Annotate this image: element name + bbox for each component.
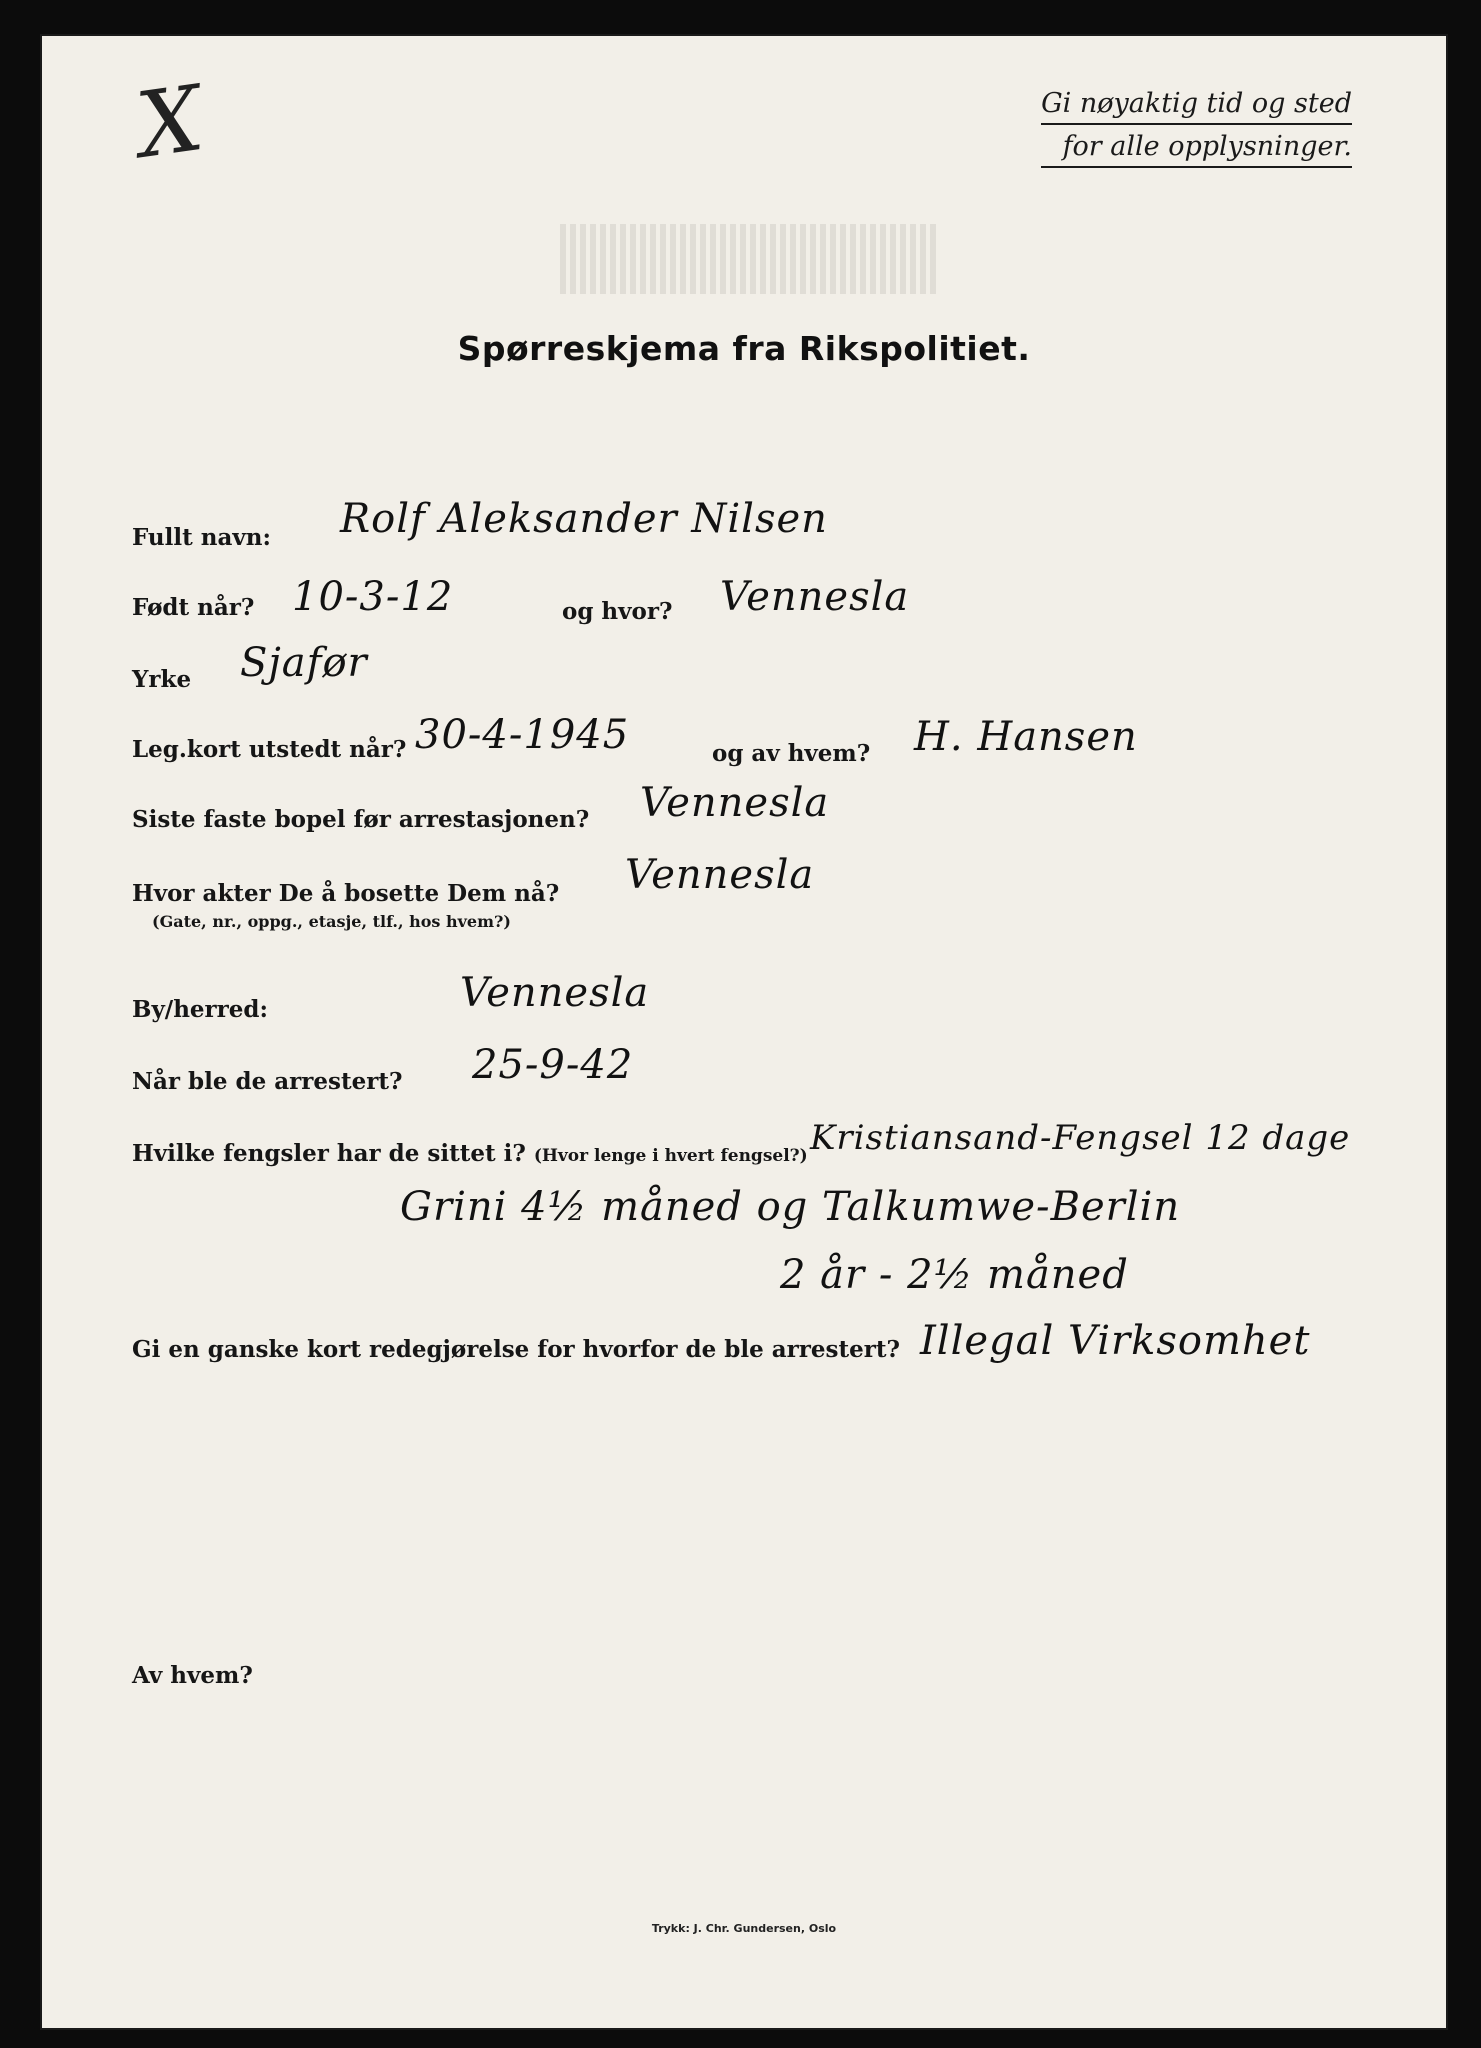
born-value: 10-3-12: [292, 574, 454, 620]
reason-value: Illegal Virksomhet: [920, 1318, 1311, 1364]
prisons-line-1: Kristiansand-Fengsel 12 dage: [810, 1118, 1351, 1158]
settle-value: Vennesla: [625, 852, 815, 898]
notice-line-2: for alle opplysninger.: [1041, 125, 1352, 168]
reason-label: Gi en ganske kort redegjørelse for hvorfor de ble arrestert?: [132, 1336, 900, 1363]
by-whom-label: og av hvem?: [712, 740, 871, 767]
prisons-line-3: 2 år - 2½ måned: [780, 1252, 1129, 1298]
arrest-value: 25-9-42: [472, 1042, 634, 1088]
job-label: Yrke: [132, 666, 192, 693]
page-title: Spørreskjema fra Rikspolitiet.: [457, 329, 1031, 368]
name-label: Fullt navn:: [132, 524, 271, 551]
where-label: og hvor?: [562, 598, 673, 625]
born-label: Født når?: [132, 594, 255, 621]
job-value: Sjafør: [240, 640, 368, 686]
arrest-label: Når ble de arrestert?: [132, 1068, 403, 1095]
by-whom-value: H. Hansen: [914, 714, 1138, 760]
notice-box: [1041, 82, 1352, 168]
notice-line-1: Gi nøyaktig tid og sted: [1041, 82, 1352, 125]
printer-credit: Trykk: J. Chr. Gundersen, Oslo: [651, 1922, 837, 1935]
residence-label: Siste faste bopel før arrestasjonen?: [132, 806, 590, 833]
prisons-label: [132, 1140, 808, 1167]
name-value: Rolf Aleksander Nilsen: [340, 496, 828, 542]
prisons-line-2: Grini 4½ måned og Talkumwe-Berlin: [400, 1184, 1181, 1230]
prisons-label-text: Hvilke fengsler har de sittet i?: [132, 1140, 526, 1167]
form-page: [40, 34, 1448, 2030]
where-value: Vennesla: [720, 574, 910, 620]
legkort-value: 30-4-1945: [415, 712, 630, 758]
city-label: By/herred:: [132, 996, 269, 1023]
faded-stamp: [560, 224, 940, 294]
prisons-sublabel: (Hvor lenge i hvert fengsel?): [533, 1146, 808, 1166]
city-value: Vennesla: [460, 970, 650, 1016]
settle-sublabel: (Gate, nr., oppg., etasje, tlf., hos hvem?): [152, 912, 511, 931]
settle-label: Hvor akter De å bosette Dem nå?: [132, 880, 560, 907]
residence-value: Vennesla: [640, 780, 830, 826]
handwritten-corner-mark: X: [131, 66, 210, 179]
legkort-label: Leg.kort utstedt når?: [132, 736, 407, 763]
who-label: Av hvem?: [132, 1662, 253, 1689]
